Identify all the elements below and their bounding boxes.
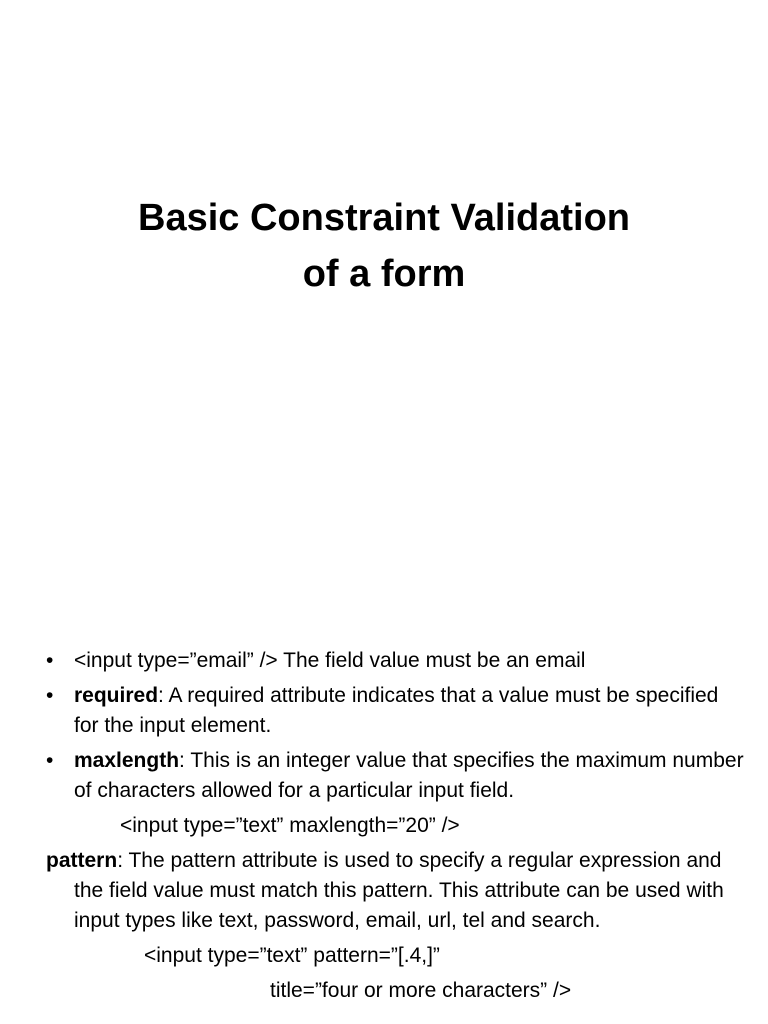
- bullet-required: [46, 681, 746, 741]
- slide-title-line1: Basic Constraint Validation: [138, 197, 630, 239]
- pattern-text: : The pattern attribute is used to specify a regular expression and the field value must match this pattern. This attribute can be used with input types like text, password, email, url, tel and search.: [74, 849, 724, 932]
- bullet-required-term: required: [74, 684, 159, 707]
- bullet-maxlength-text: : This is an integer value that specifies the maximum number of characters allowed for a particular input field.: [74, 749, 744, 802]
- bullet-maxlength-term: maxlength: [74, 749, 180, 772]
- slide-body: [46, 646, 746, 1006]
- pattern-example-line1: <input type=”text” pattern=”[.4,]”: [144, 944, 440, 967]
- bullet-dot-icon: •: [46, 684, 54, 707]
- slide-title: [0, 190, 768, 302]
- bullet-dot-icon: •: [46, 649, 54, 672]
- bullet-dot-icon: •: [46, 749, 54, 772]
- bullet-email: [46, 646, 746, 676]
- maxlength-example: <input type=”text” maxlength=”20” />: [120, 814, 460, 837]
- bullet-required-text: : A required attribute indicates that a value must be specified for the input element.: [74, 684, 719, 737]
- bullet-maxlength: [46, 746, 746, 806]
- pattern-term: pattern: [46, 849, 118, 872]
- bullet-email-text: <input type=”email” /> The field value must be an email: [74, 649, 586, 672]
- pattern-paragraph: [46, 846, 746, 936]
- pattern-example-line2: title=”four or more characters” />: [270, 979, 572, 1002]
- slide-title-line2: of a form: [302, 253, 466, 295]
